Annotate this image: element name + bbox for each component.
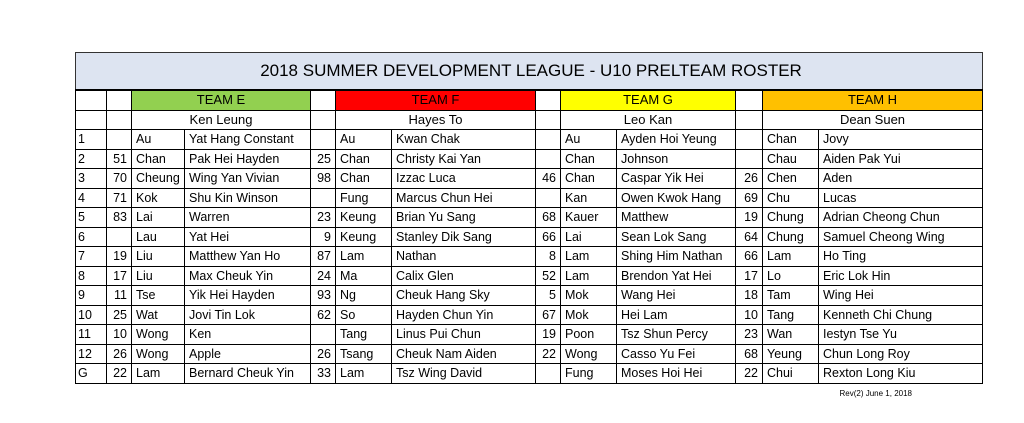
coach-name-1: Ken Leung: [132, 110, 311, 130]
first-name: Eric Lok Hin: [819, 266, 983, 286]
row-id: 6: [76, 227, 107, 247]
last-name: Wong: [132, 344, 185, 364]
jersey-number: 68: [536, 208, 561, 228]
roster-sheet: [75, 52, 982, 384]
first-name: Cheuk Hang Sky: [392, 286, 536, 306]
blank-cell: [76, 110, 107, 130]
jersey-number: 19: [736, 208, 763, 228]
team-name-2: TEAM F: [336, 90, 536, 110]
last-name: Mok: [561, 305, 617, 325]
table-row: [76, 247, 983, 267]
last-name: Tang: [763, 305, 819, 325]
jersey-number: 24: [311, 266, 336, 286]
table-row: [76, 208, 983, 228]
last-name: Tam: [763, 286, 819, 306]
last-name: Chau: [763, 149, 819, 169]
jersey-number: [311, 188, 336, 208]
last-name: Chen: [763, 169, 819, 189]
coach-name-3: Leo Kan: [561, 110, 736, 130]
table-row: [76, 325, 983, 345]
last-name: Liu: [132, 266, 185, 286]
last-name: Tang: [336, 325, 392, 345]
jersey-number: 71: [107, 188, 132, 208]
jersey-number: 17: [107, 266, 132, 286]
last-name: Kauer: [561, 208, 617, 228]
jersey-number: 23: [311, 208, 336, 228]
first-name: Brian Yu Sang: [392, 208, 536, 228]
table-row: [76, 364, 983, 384]
last-name: Lau: [132, 227, 185, 247]
blank-cell: [736, 110, 763, 130]
first-name: Sean Lok Sang: [617, 227, 736, 247]
table-row: [76, 305, 983, 325]
last-name: Au: [132, 130, 185, 150]
jersey-number: 62: [311, 305, 336, 325]
roster-title: 2018 SUMMER DEVELOPMENT LEAGUE - U10 PRELTEAM ROSTER: [76, 53, 983, 91]
jersey-number: [536, 364, 561, 384]
last-name: Wat: [132, 305, 185, 325]
last-name: Kok: [132, 188, 185, 208]
jersey-number: 10: [107, 325, 132, 345]
first-name: Nathan: [392, 247, 536, 267]
first-name: Izzac Luca: [392, 169, 536, 189]
first-name: Wing Yan Vivian: [185, 169, 311, 189]
first-name: Wang Hei: [617, 286, 736, 306]
coach-name-4: Dean Suen: [763, 110, 983, 130]
row-id: 8: [76, 266, 107, 286]
row-id: 2: [76, 149, 107, 169]
first-name: Shing Him Nathan: [617, 247, 736, 267]
team-name-1: TEAM E: [132, 90, 311, 110]
last-name: Ma: [336, 266, 392, 286]
first-name: Marcus Chun Hei: [392, 188, 536, 208]
last-name: Lam: [336, 247, 392, 267]
table-row: [76, 149, 983, 169]
first-name: Samuel Cheong Wing: [819, 227, 983, 247]
jersey-number: 17: [736, 266, 763, 286]
first-name: Kenneth Chi Chung: [819, 305, 983, 325]
first-name: Max Cheuk Yin: [185, 266, 311, 286]
first-name: Shu Kin Winson: [185, 188, 311, 208]
row-id: 1: [76, 130, 107, 150]
first-name: Linus Pui Chun: [392, 325, 536, 345]
first-name: Calix Glen: [392, 266, 536, 286]
blank-cell: [536, 90, 561, 110]
first-name: Jovy: [819, 130, 983, 150]
last-name: Au: [561, 130, 617, 150]
team-name-4: TEAM H: [763, 90, 983, 110]
revision-note: Rev(2) June 1, 2018: [839, 389, 912, 398]
last-name: Chan: [561, 149, 617, 169]
jersey-number: 33: [311, 364, 336, 384]
row-id: G: [76, 364, 107, 384]
row-id: 7: [76, 247, 107, 267]
jersey-number: 87: [311, 247, 336, 267]
first-name: Tsz Wing David: [392, 364, 536, 384]
row-id: 12: [76, 344, 107, 364]
last-name: Liu: [132, 247, 185, 267]
last-name: So: [336, 305, 392, 325]
roster-table: [75, 52, 983, 384]
last-name: Lai: [132, 208, 185, 228]
jersey-number: 83: [107, 208, 132, 228]
jersey-number: 68: [736, 344, 763, 364]
last-name: Chung: [763, 227, 819, 247]
last-name: Chu: [763, 188, 819, 208]
coach-name-2: Hayes To: [336, 110, 536, 130]
blank-cell: [107, 110, 132, 130]
blank-cell: [536, 110, 561, 130]
first-name: Iestyn Tse Yu: [819, 325, 983, 345]
last-name: Lam: [561, 247, 617, 267]
first-name: Matthew: [617, 208, 736, 228]
jersey-number: 23: [736, 325, 763, 345]
jersey-number: [311, 130, 336, 150]
last-name: Mok: [561, 286, 617, 306]
first-name: Owen Kwok Hang: [617, 188, 736, 208]
first-name: Johnson: [617, 149, 736, 169]
jersey-number: 18: [736, 286, 763, 306]
first-name: Pak Hei Hayden: [185, 149, 311, 169]
table-row: [76, 286, 983, 306]
jersey-number: [536, 130, 561, 150]
jersey-number: 22: [536, 344, 561, 364]
last-name: Lai: [561, 227, 617, 247]
first-name: Bernard Cheuk Yin: [185, 364, 311, 384]
coach-row: [76, 110, 983, 130]
jersey-number: 66: [536, 227, 561, 247]
first-name: Apple: [185, 344, 311, 364]
jersey-number: 98: [311, 169, 336, 189]
row-id: 9: [76, 286, 107, 306]
first-name: Caspar Yik Hei: [617, 169, 736, 189]
last-name: Keung: [336, 208, 392, 228]
first-name: Adrian Cheong Chun: [819, 208, 983, 228]
last-name: Cheung: [132, 169, 185, 189]
last-name: Wong: [132, 325, 185, 345]
jersey-number: [736, 130, 763, 150]
last-name: Chan: [132, 149, 185, 169]
first-name: Kwan Chak: [392, 130, 536, 150]
last-name: Tse: [132, 286, 185, 306]
first-name: Christy Kai Yan: [392, 149, 536, 169]
last-name: Chan: [336, 149, 392, 169]
last-name: Chung: [763, 208, 819, 228]
blank-cell: [107, 90, 132, 110]
last-name: Lam: [132, 364, 185, 384]
last-name: Keung: [336, 227, 392, 247]
blank-cell: [736, 90, 763, 110]
first-name: Yik Hei Hayden: [185, 286, 311, 306]
jersey-number: 51: [107, 149, 132, 169]
first-name: Lucas: [819, 188, 983, 208]
first-name: Cheuk Nam Aiden: [392, 344, 536, 364]
jersey-number: [536, 188, 561, 208]
row-id: 10: [76, 305, 107, 325]
last-name: Poon: [561, 325, 617, 345]
first-name: Aden: [819, 169, 983, 189]
jersey-number: 26: [107, 344, 132, 364]
first-name: Wing Hei: [819, 286, 983, 306]
last-name: Lam: [561, 266, 617, 286]
team-name-3: TEAM G: [561, 90, 736, 110]
jersey-number: 8: [536, 247, 561, 267]
last-name: Tsang: [336, 344, 392, 364]
jersey-number: 19: [536, 325, 561, 345]
last-name: Chan: [561, 169, 617, 189]
last-name: Yeung: [763, 344, 819, 364]
jersey-number: 5: [536, 286, 561, 306]
jersey-number: 11: [107, 286, 132, 306]
table-row: [76, 130, 983, 150]
first-name: Rexton Long Kiu: [819, 364, 983, 384]
first-name: Moses Hoi Hei: [617, 364, 736, 384]
table-row: [76, 169, 983, 189]
first-name: Ayden Hoi Yeung: [617, 130, 736, 150]
jersey-number: 25: [311, 149, 336, 169]
jersey-number: 10: [736, 305, 763, 325]
first-name: Tsz Shun Percy: [617, 325, 736, 345]
blank-cell: [311, 110, 336, 130]
last-name: Chan: [336, 169, 392, 189]
jersey-number: 52: [536, 266, 561, 286]
jersey-number: 66: [736, 247, 763, 267]
first-name: Warren: [185, 208, 311, 228]
first-name: Ken: [185, 325, 311, 345]
first-name: Yat Hei: [185, 227, 311, 247]
jersey-number: 22: [736, 364, 763, 384]
jersey-number: 26: [736, 169, 763, 189]
jersey-number: [536, 149, 561, 169]
table-row: [76, 227, 983, 247]
last-name: Lo: [763, 266, 819, 286]
jersey-number: 22: [107, 364, 132, 384]
table-row: [76, 188, 983, 208]
jersey-number: [107, 227, 132, 247]
last-name: Lam: [763, 247, 819, 267]
first-name: Casso Yu Fei: [617, 344, 736, 364]
jersey-number: [736, 149, 763, 169]
row-id: 3: [76, 169, 107, 189]
last-name: Au: [336, 130, 392, 150]
last-name: Fung: [336, 188, 392, 208]
jersey-number: 64: [736, 227, 763, 247]
first-name: Jovi Tin Lok: [185, 305, 311, 325]
table-row: [76, 266, 983, 286]
jersey-number: 19: [107, 247, 132, 267]
blank-cell: [76, 90, 107, 110]
last-name: Kan: [561, 188, 617, 208]
blank-cell: [311, 90, 336, 110]
last-name: Chui: [763, 364, 819, 384]
row-id: 11: [76, 325, 107, 345]
jersey-number: [107, 130, 132, 150]
first-name: Aiden Pak Yui: [819, 149, 983, 169]
jersey-number: [311, 325, 336, 345]
jersey-number: 70: [107, 169, 132, 189]
last-name: Wan: [763, 325, 819, 345]
last-name: Wong: [561, 344, 617, 364]
row-id: 5: [76, 208, 107, 228]
first-name: Ho Ting: [819, 247, 983, 267]
jersey-number: 46: [536, 169, 561, 189]
title-row: [76, 53, 983, 91]
team-header-row: [76, 90, 983, 110]
jersey-number: 67: [536, 305, 561, 325]
jersey-number: 9: [311, 227, 336, 247]
first-name: Yat Hang Constant: [185, 130, 311, 150]
first-name: Chun Long Roy: [819, 344, 983, 364]
last-name: Ng: [336, 286, 392, 306]
jersey-number: 93: [311, 286, 336, 306]
last-name: Fung: [561, 364, 617, 384]
last-name: Chan: [763, 130, 819, 150]
first-name: Stanley Dik Sang: [392, 227, 536, 247]
last-name: Lam: [336, 364, 392, 384]
first-name: Brendon Yat Hei: [617, 266, 736, 286]
jersey-number: 26: [311, 344, 336, 364]
first-name: Hayden Chun Yin: [392, 305, 536, 325]
first-name: Matthew Yan Ho: [185, 247, 311, 267]
first-name: Hei Lam: [617, 305, 736, 325]
jersey-number: 25: [107, 305, 132, 325]
table-row: [76, 344, 983, 364]
row-id: 4: [76, 188, 107, 208]
jersey-number: 69: [736, 188, 763, 208]
